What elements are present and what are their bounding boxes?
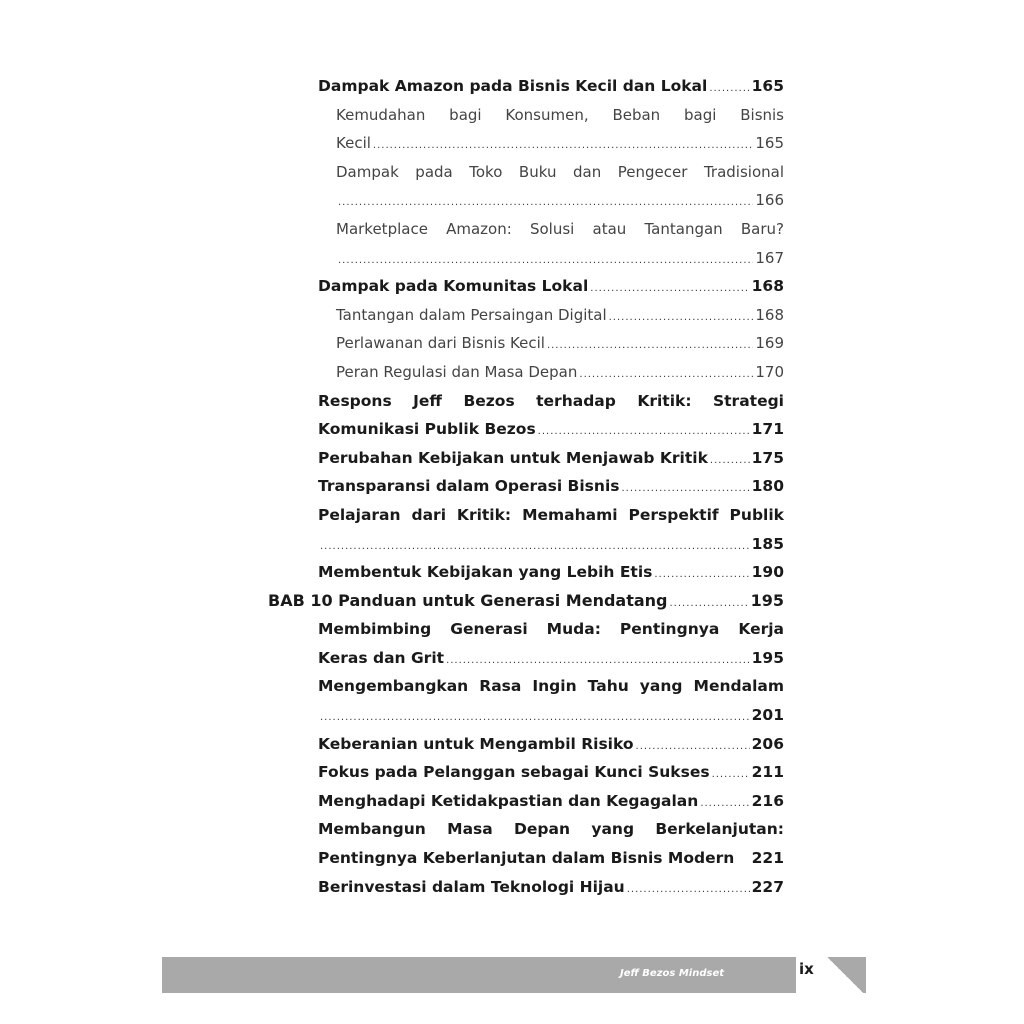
footer-corner-tab xyxy=(824,957,866,993)
toc-entry-title: Respons Jeff Bezos terhadap Kritik: Strategi xyxy=(318,391,784,410)
toc-entry-page: 206 xyxy=(751,734,784,753)
dot-leader xyxy=(622,475,750,504)
toc-entry-title: Transparansi dalam Operasi Bisnis xyxy=(318,477,620,496)
toc-entry-page: 185 xyxy=(751,534,784,553)
toc-entry-title: Perlawanan dari Bisnis Kecil xyxy=(336,334,545,353)
toc-entry-page: 216 xyxy=(751,791,784,810)
toc-entry-title: Pelajaran dari Kritik: Memahami Perspektif Publik xyxy=(318,505,784,524)
toc-entry-title: Pentingnya Keberlanjutan dalam Bisnis Modern xyxy=(318,849,735,868)
dot-leader xyxy=(609,304,754,333)
toc-entry xyxy=(268,587,784,616)
footer-band-slant xyxy=(760,957,796,993)
toc-entry-page: 171 xyxy=(751,420,784,439)
dot-leader xyxy=(700,790,749,819)
toc-entry xyxy=(268,329,784,358)
toc-entry xyxy=(268,186,784,215)
toc-entry xyxy=(268,415,784,444)
toc-entry xyxy=(268,644,784,673)
toc-entry xyxy=(268,72,784,101)
toc-entry xyxy=(268,244,784,273)
toc-entry xyxy=(268,501,784,530)
page-number: ix xyxy=(799,960,814,978)
toc-entry xyxy=(268,215,784,244)
toc-entry-page: 169 xyxy=(755,334,784,353)
toc-entry-title: Marketplace Amazon: Solusi atau Tantangan Baru? xyxy=(336,219,784,238)
toc-entry xyxy=(268,272,784,301)
dot-leader xyxy=(373,132,753,161)
toc-entry xyxy=(268,301,784,330)
toc-entry-title: Dampak pada Komunitas Lokal xyxy=(318,277,589,296)
toc-entry xyxy=(268,787,784,816)
dot-leader xyxy=(338,247,753,276)
toc-entry xyxy=(268,672,784,701)
dot-leader xyxy=(446,647,750,676)
toc-entry-title: Membentuk Kebijakan yang Lebih Etis xyxy=(318,563,653,582)
dot-leader xyxy=(627,876,750,905)
dot-leader xyxy=(709,75,749,104)
toc-entry-page: 221 xyxy=(751,849,784,868)
toc-entry-page: 201 xyxy=(751,706,784,725)
toc-entry-page: 168 xyxy=(755,305,784,324)
dot-leader xyxy=(670,590,749,619)
toc-entry-page: 175 xyxy=(751,448,784,467)
toc-entry-title: Dampak pada Toko Buku dan Pengecer Tradisional xyxy=(336,162,784,181)
toc-entry xyxy=(268,387,784,416)
toc-entry xyxy=(268,358,784,387)
toc-entry-title: Dampak Amazon pada Bisnis Kecil dan Lokal xyxy=(318,77,708,95)
toc-entry-page: 195 xyxy=(751,648,784,667)
toc-entry xyxy=(268,444,784,473)
toc-entry-page: 168 xyxy=(751,277,784,296)
toc-entry-title: Keberanian untuk Mengambil Risiko xyxy=(318,734,634,753)
toc-entry xyxy=(268,558,784,587)
toc-entry-title: Mengembangkan Rasa Ingin Tahu yang Mendalam xyxy=(318,677,784,696)
toc-entry-title: Membangun Masa Depan yang Berkelanjutan: xyxy=(318,820,784,839)
toc-entry-page: 180 xyxy=(751,477,784,496)
toc-entry-title: Membimbing Generasi Muda: Pentingnya Kerja xyxy=(318,620,784,639)
toc-entry-title: Menghadapi Ketidakpastian dan Kegagalan xyxy=(318,791,699,810)
toc-entry xyxy=(268,844,784,873)
dot-leader xyxy=(636,733,750,762)
toc-entry-title: Perubahan Kebijakan untuk Menjawab Kritik xyxy=(318,448,708,467)
dot-leader xyxy=(338,189,753,218)
toc-entry xyxy=(268,530,784,559)
toc-entry-title: Tantangan dalam Persaingan Digital xyxy=(336,305,607,324)
toc-entry-page: 227 xyxy=(751,877,784,896)
toc-entry-page: 211 xyxy=(751,763,784,782)
dot-leader xyxy=(590,275,749,304)
toc-entry xyxy=(268,730,784,759)
toc-entry xyxy=(268,701,784,730)
toc-entry-page: 167 xyxy=(755,248,784,267)
running-footer-title: Jeff Bezos Mindset xyxy=(620,968,725,979)
dot-leader xyxy=(579,361,753,390)
toc-entry-title: Komunikasi Publik Bezos xyxy=(318,420,536,439)
toc-entry xyxy=(268,615,784,644)
toc-entry-page: 190 xyxy=(751,563,784,582)
toc-entry-page: 170 xyxy=(755,362,784,381)
toc-entry xyxy=(268,158,784,187)
toc-entry xyxy=(268,101,784,130)
toc-entry-title: Kemudahan bagi Konsumen, Beban bagi Bisnis xyxy=(336,105,784,124)
toc-entry-page: 195 xyxy=(750,590,784,610)
dot-leader xyxy=(654,561,749,590)
toc-entry xyxy=(268,472,784,501)
toc-entry-title: Fokus pada Pelanggan sebagai Kunci Sukses xyxy=(318,763,710,782)
table-of-contents xyxy=(268,72,784,901)
toc-entry-title: BAB 10 Panduan untuk Generasi Mendatang xyxy=(268,590,668,610)
toc-entry xyxy=(268,129,784,158)
toc-entry-title: Peran Regulasi dan Masa Depan xyxy=(336,362,578,381)
dot-leader xyxy=(710,447,750,476)
dot-leader xyxy=(320,704,750,733)
toc-entry-title: Kecil xyxy=(336,134,371,153)
dot-leader xyxy=(538,418,750,447)
dot-leader xyxy=(320,533,750,562)
toc-entry xyxy=(268,873,784,902)
dot-leader xyxy=(547,332,753,361)
toc-entry xyxy=(268,815,784,844)
toc-entry-page: 165 xyxy=(751,77,784,95)
dot-leader xyxy=(712,761,750,790)
toc-entry-title: Berinvestasi dalam Teknologi Hijau xyxy=(318,877,625,896)
toc-entry-page: 165 xyxy=(755,134,784,153)
toc-entry-page: 166 xyxy=(755,191,784,210)
toc-entry-title: Keras dan Grit xyxy=(318,648,445,667)
toc-entry xyxy=(268,758,784,787)
